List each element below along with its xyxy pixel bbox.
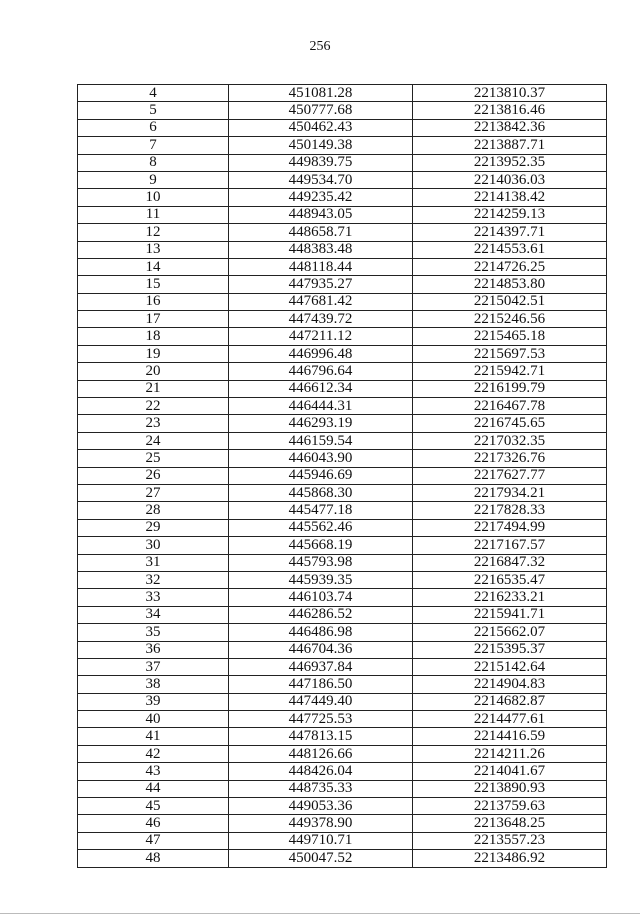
x-coordinate-cell: 445946.69 <box>229 467 413 484</box>
y-coordinate-cell: 2217934.21 <box>413 484 607 501</box>
x-coordinate-cell: 446996.48 <box>229 345 413 362</box>
point-number-cell: 26 <box>78 467 229 484</box>
y-coordinate-cell: 2215942.71 <box>413 363 607 380</box>
point-number-cell: 20 <box>78 363 229 380</box>
x-coordinate-cell: 447813.15 <box>229 728 413 745</box>
table-row <box>78 311 607 328</box>
table-row <box>78 154 607 171</box>
x-coordinate-cell: 448426.04 <box>229 763 413 780</box>
table-row <box>78 450 607 467</box>
table-row <box>78 467 607 484</box>
x-coordinate-cell: 448126.66 <box>229 745 413 762</box>
table-row <box>78 832 607 849</box>
table-row <box>78 328 607 345</box>
y-coordinate-cell: 2214553.61 <box>413 241 607 258</box>
point-number-cell: 22 <box>78 398 229 415</box>
point-number-cell: 10 <box>78 189 229 206</box>
x-coordinate-cell: 446486.98 <box>229 624 413 641</box>
x-coordinate-cell: 450047.52 <box>229 850 413 867</box>
x-coordinate-cell: 448735.33 <box>229 780 413 797</box>
table-row <box>78 345 607 362</box>
point-number-cell: 15 <box>78 276 229 293</box>
x-coordinate-cell: 451081.28 <box>229 85 413 102</box>
point-number-cell: 7 <box>78 137 229 154</box>
table-row <box>78 363 607 380</box>
point-number-cell: 14 <box>78 258 229 275</box>
coordinates-table <box>77 84 607 868</box>
x-coordinate-cell: 445562.46 <box>229 519 413 536</box>
table-row <box>78 119 607 136</box>
x-coordinate-cell: 445793.98 <box>229 554 413 571</box>
table-row <box>78 606 607 623</box>
point-number-cell: 30 <box>78 537 229 554</box>
point-number-cell: 40 <box>78 711 229 728</box>
point-number-cell: 47 <box>78 832 229 849</box>
table-row <box>78 206 607 223</box>
y-coordinate-cell: 2215697.53 <box>413 345 607 362</box>
y-coordinate-cell: 2216233.21 <box>413 589 607 606</box>
table-row <box>78 554 607 571</box>
table-row <box>78 780 607 797</box>
point-number-cell: 5 <box>78 102 229 119</box>
table-row <box>78 624 607 641</box>
y-coordinate-cell: 2214041.67 <box>413 763 607 780</box>
y-coordinate-cell: 2215395.37 <box>413 641 607 658</box>
point-number-cell: 12 <box>78 224 229 241</box>
point-number-cell: 33 <box>78 589 229 606</box>
y-coordinate-cell: 2214904.83 <box>413 676 607 693</box>
y-coordinate-cell: 2213648.25 <box>413 815 607 832</box>
point-number-cell: 24 <box>78 432 229 449</box>
y-coordinate-cell: 2217326.76 <box>413 450 607 467</box>
point-number-cell: 43 <box>78 763 229 780</box>
point-number-cell: 41 <box>78 728 229 745</box>
y-coordinate-cell: 2214416.59 <box>413 728 607 745</box>
table-row <box>78 693 607 710</box>
table-row <box>78 589 607 606</box>
y-coordinate-cell: 2213887.71 <box>413 137 607 154</box>
y-coordinate-cell: 2215465.18 <box>413 328 607 345</box>
y-coordinate-cell: 2213557.23 <box>413 832 607 849</box>
y-coordinate-cell: 2215941.71 <box>413 606 607 623</box>
point-number-cell: 19 <box>78 345 229 362</box>
table-row <box>78 798 607 815</box>
x-coordinate-cell: 446937.84 <box>229 658 413 675</box>
y-coordinate-cell: 2214726.25 <box>413 258 607 275</box>
y-coordinate-cell: 2213810.37 <box>413 85 607 102</box>
point-number-cell: 9 <box>78 171 229 188</box>
y-coordinate-cell: 2217032.35 <box>413 432 607 449</box>
y-coordinate-cell: 2215142.64 <box>413 658 607 675</box>
y-coordinate-cell: 2214477.61 <box>413 711 607 728</box>
x-coordinate-cell: 446444.31 <box>229 398 413 415</box>
point-number-cell: 16 <box>78 293 229 310</box>
y-coordinate-cell: 2217167.57 <box>413 537 607 554</box>
table-row <box>78 380 607 397</box>
table-row <box>78 137 607 154</box>
y-coordinate-cell: 2217494.99 <box>413 519 607 536</box>
x-coordinate-cell: 450149.38 <box>229 137 413 154</box>
x-coordinate-cell: 447211.12 <box>229 328 413 345</box>
table-row <box>78 241 607 258</box>
x-coordinate-cell: 446796.64 <box>229 363 413 380</box>
point-number-cell: 13 <box>78 241 229 258</box>
y-coordinate-cell: 2213816.46 <box>413 102 607 119</box>
table-row <box>78 415 607 432</box>
x-coordinate-cell: 449839.75 <box>229 154 413 171</box>
table-row <box>78 189 607 206</box>
y-coordinate-cell: 2215246.56 <box>413 311 607 328</box>
point-number-cell: 34 <box>78 606 229 623</box>
y-coordinate-cell: 2214138.42 <box>413 189 607 206</box>
y-coordinate-cell: 2217627.77 <box>413 467 607 484</box>
point-number-cell: 45 <box>78 798 229 815</box>
point-number-cell: 18 <box>78 328 229 345</box>
table-row <box>78 763 607 780</box>
table-row <box>78 85 607 102</box>
y-coordinate-cell: 2214036.03 <box>413 171 607 188</box>
table-row <box>78 102 607 119</box>
x-coordinate-cell: 446293.19 <box>229 415 413 432</box>
y-coordinate-cell: 2216847.32 <box>413 554 607 571</box>
x-coordinate-cell: 445868.30 <box>229 484 413 501</box>
x-coordinate-cell: 450777.68 <box>229 102 413 119</box>
y-coordinate-cell: 2216199.79 <box>413 380 607 397</box>
point-number-cell: 39 <box>78 693 229 710</box>
x-coordinate-cell: 446286.52 <box>229 606 413 623</box>
point-number-cell: 48 <box>78 850 229 867</box>
table-row <box>78 519 607 536</box>
table-row <box>78 276 607 293</box>
point-number-cell: 38 <box>78 676 229 693</box>
y-coordinate-cell: 2216467.78 <box>413 398 607 415</box>
x-coordinate-cell: 449378.90 <box>229 815 413 832</box>
point-number-cell: 17 <box>78 311 229 328</box>
y-coordinate-cell: 2213842.36 <box>413 119 607 136</box>
table-row <box>78 398 607 415</box>
table-row <box>78 745 607 762</box>
x-coordinate-cell: 450462.43 <box>229 119 413 136</box>
page-bottom-edge <box>0 913 640 914</box>
point-number-cell: 35 <box>78 624 229 641</box>
x-coordinate-cell: 446612.34 <box>229 380 413 397</box>
x-coordinate-cell: 448943.05 <box>229 206 413 223</box>
x-coordinate-cell: 447681.42 <box>229 293 413 310</box>
x-coordinate-cell: 447439.72 <box>229 311 413 328</box>
table-row <box>78 676 607 693</box>
table-row <box>78 293 607 310</box>
point-number-cell: 11 <box>78 206 229 223</box>
point-number-cell: 8 <box>78 154 229 171</box>
coordinates-table-body <box>78 85 607 868</box>
point-number-cell: 25 <box>78 450 229 467</box>
x-coordinate-cell: 447186.50 <box>229 676 413 693</box>
x-coordinate-cell: 446043.90 <box>229 450 413 467</box>
x-coordinate-cell: 445477.18 <box>229 502 413 519</box>
y-coordinate-cell: 2215662.07 <box>413 624 607 641</box>
x-coordinate-cell: 446704.36 <box>229 641 413 658</box>
x-coordinate-cell: 445668.19 <box>229 537 413 554</box>
x-coordinate-cell: 449710.71 <box>229 832 413 849</box>
point-number-cell: 37 <box>78 658 229 675</box>
x-coordinate-cell: 447725.53 <box>229 711 413 728</box>
y-coordinate-cell: 2214853.80 <box>413 276 607 293</box>
y-coordinate-cell: 2213486.92 <box>413 850 607 867</box>
table-row <box>78 432 607 449</box>
table-row <box>78 850 607 867</box>
x-coordinate-cell: 446159.54 <box>229 432 413 449</box>
y-coordinate-cell: 2216535.47 <box>413 571 607 588</box>
y-coordinate-cell: 2213759.63 <box>413 798 607 815</box>
y-coordinate-cell: 2215042.51 <box>413 293 607 310</box>
y-coordinate-cell: 2214259.13 <box>413 206 607 223</box>
x-coordinate-cell: 448658.71 <box>229 224 413 241</box>
y-coordinate-cell: 2213890.93 <box>413 780 607 797</box>
y-coordinate-cell: 2213952.35 <box>413 154 607 171</box>
table-row <box>78 641 607 658</box>
point-number-cell: 32 <box>78 571 229 588</box>
table-row <box>78 537 607 554</box>
x-coordinate-cell: 447449.40 <box>229 693 413 710</box>
table-row <box>78 728 607 745</box>
table-row <box>78 815 607 832</box>
point-number-cell: 42 <box>78 745 229 762</box>
x-coordinate-cell: 449534.70 <box>229 171 413 188</box>
point-number-cell: 28 <box>78 502 229 519</box>
point-number-cell: 21 <box>78 380 229 397</box>
table-row <box>78 502 607 519</box>
table-row <box>78 171 607 188</box>
table-row <box>78 711 607 728</box>
table-row <box>78 258 607 275</box>
y-coordinate-cell: 2214682.87 <box>413 693 607 710</box>
y-coordinate-cell: 2217828.33 <box>413 502 607 519</box>
point-number-cell: 6 <box>78 119 229 136</box>
point-number-cell: 44 <box>78 780 229 797</box>
x-coordinate-cell: 448383.48 <box>229 241 413 258</box>
x-coordinate-cell: 449053.36 <box>229 798 413 815</box>
point-number-cell: 23 <box>78 415 229 432</box>
point-number-cell: 36 <box>78 641 229 658</box>
point-number-cell: 27 <box>78 484 229 501</box>
x-coordinate-cell: 448118.44 <box>229 258 413 275</box>
table-row <box>78 571 607 588</box>
table-row <box>78 224 607 241</box>
point-number-cell: 46 <box>78 815 229 832</box>
table-row <box>78 484 607 501</box>
y-coordinate-cell: 2214397.71 <box>413 224 607 241</box>
point-number-cell: 31 <box>78 554 229 571</box>
x-coordinate-cell: 449235.42 <box>229 189 413 206</box>
table-row <box>78 658 607 675</box>
y-coordinate-cell: 2216745.65 <box>413 415 607 432</box>
x-coordinate-cell: 445939.35 <box>229 571 413 588</box>
x-coordinate-cell: 447935.27 <box>229 276 413 293</box>
x-coordinate-cell: 446103.74 <box>229 589 413 606</box>
page-number: 256 <box>309 39 331 54</box>
point-number-cell: 29 <box>78 519 229 536</box>
point-number-cell: 4 <box>78 85 229 102</box>
y-coordinate-cell: 2214211.26 <box>413 745 607 762</box>
